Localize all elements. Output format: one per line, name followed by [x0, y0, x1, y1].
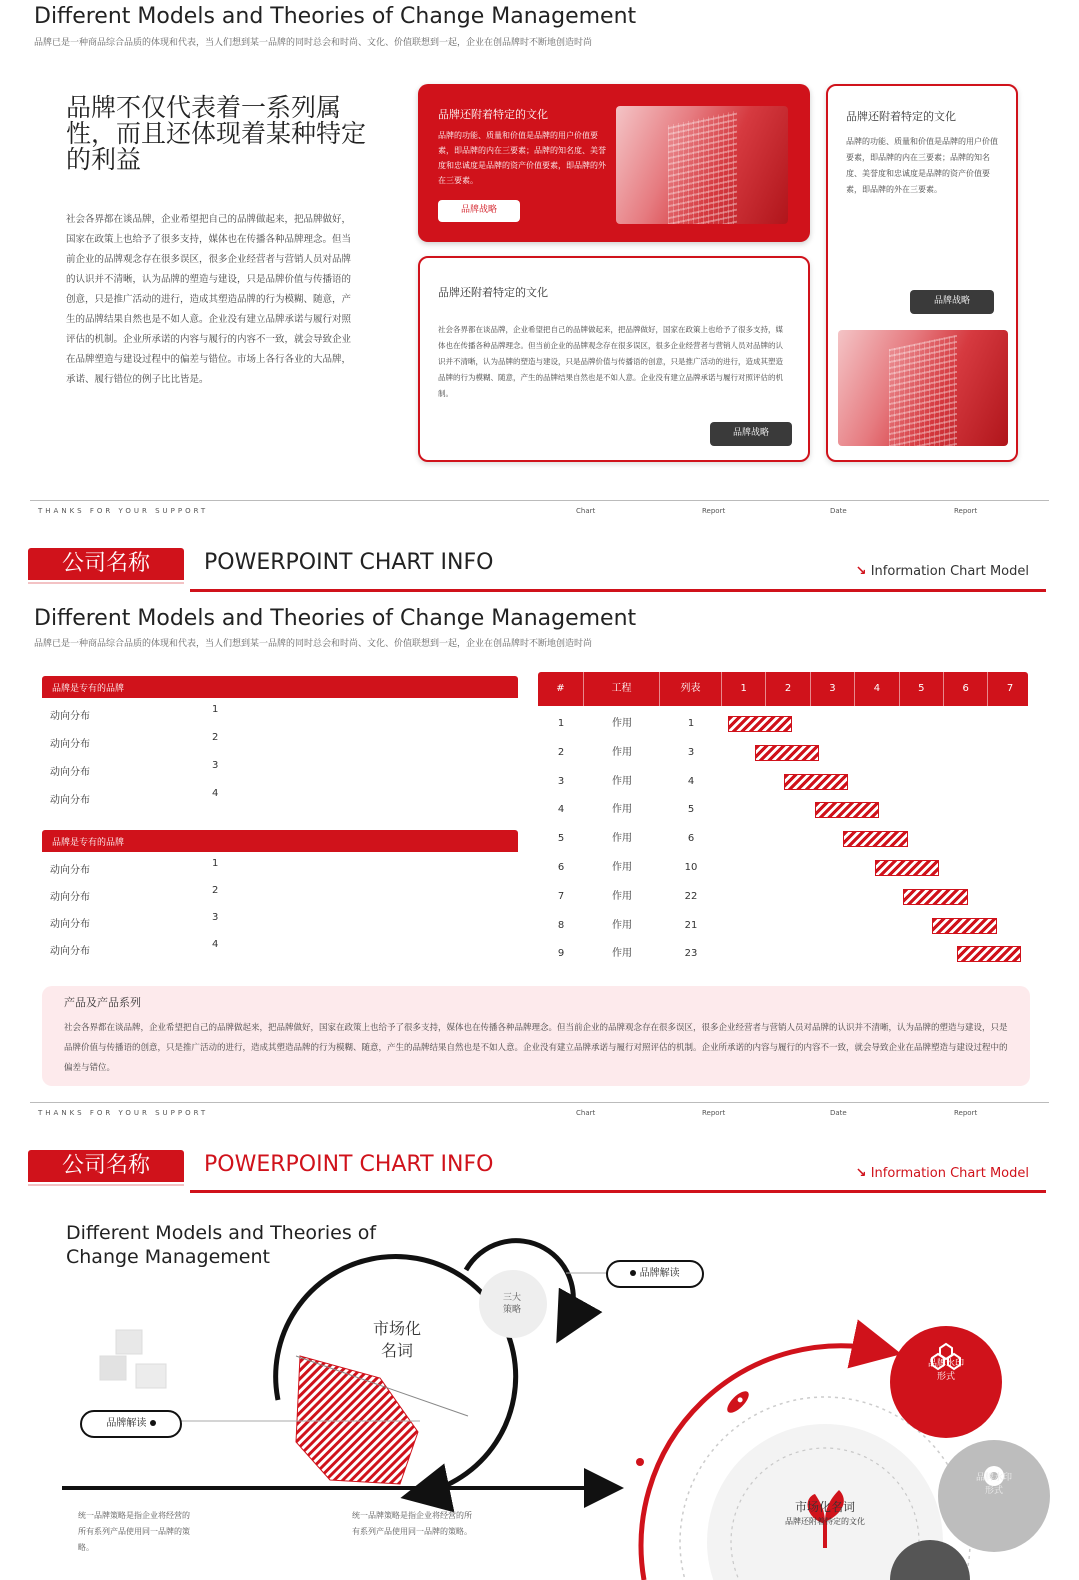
gantt-bar	[815, 802, 879, 818]
gantt-chart	[538, 672, 1028, 972]
building-photo-small	[838, 330, 1008, 446]
info-model	[856, 564, 1029, 579]
gantt-cell: 21	[684, 919, 698, 931]
list-item: 动向分布 1	[50, 704, 219, 722]
building-photo	[616, 106, 788, 224]
dot-icon	[150, 1420, 156, 1426]
center-title: 市场化名词	[794, 1500, 855, 1514]
three-strategy-label: 三大 策略	[502, 1293, 521, 1315]
footer-chart: Chart	[576, 507, 596, 515]
gantt-header-cell: 7	[988, 672, 1032, 706]
footer-date: Date	[830, 507, 847, 515]
footer-report: Report	[702, 507, 726, 515]
product-box	[42, 986, 1030, 1086]
gantt-header-cell: 6	[944, 672, 988, 706]
card-right-button[interactable]: 品牌战略	[910, 290, 994, 314]
gantt-bar	[903, 889, 967, 905]
gantt-header-cell: 列表	[660, 672, 722, 706]
gantt-cell: 10	[684, 862, 698, 873]
card-red-button[interactable]: 品牌战略	[438, 200, 520, 222]
list-item: 动向分布 4	[50, 788, 219, 806]
info-model-label: Information Chart Model	[870, 1166, 1029, 1181]
list1-rows	[50, 704, 510, 816]
slide-1	[0, 0, 1079, 530]
product-text: 社会各界都在谈品牌，企业希望把自己的品牌做起来，把品牌做好，国家在政策上也给予了很多支持，媒体也在传播各种品牌理念。但当前企业的品牌观念存在很多误区，很多企业经营者与营销人员对品牌的认识并不清晰，认为品牌的塑造与建设，只是品牌价值与传播语的创意，只是推广活动的进行，造成其塑造品牌的行为模糊、随意，产生的品牌结果自然也是不如人意。企业没有建立品牌承诺与履行对照评估的机制。企业所承诺的内容与履行的内容不一致，就会导致企业在品牌塑造与建设过程中的偏差与错位。	[64, 1023, 1008, 1073]
company-underline	[28, 582, 184, 584]
card-mid-text: 社会各界都在谈品牌，企业希望把自己的品牌做起来，把品牌做好，国家在政策上也给予了很多支持，媒体也在传播各种品牌理念。但当前企业的品牌观念存在很多误区，很多企业经营者与营销人员对品牌的认识并不清晰，认为品牌的塑造与建设，只是品牌价值与传播语的创意，只是推广活动的进行，造成其塑造品牌的行为模糊、随意，产生的品牌结果自然也是不如人意。企业没有建立品牌承诺与履行对照评估的机制。	[438, 325, 783, 398]
gantt-header-cell: 工程	[584, 672, 660, 706]
market-term-label: 市场化 名词	[372, 1319, 421, 1360]
gantt-cell: 5	[557, 833, 565, 845]
card-red-title: 品牌还附着特定的文化	[438, 108, 548, 121]
gantt-cell: 3	[687, 746, 695, 758]
gantt-cell: 9	[557, 948, 565, 960]
list2-header-label: 品牌是专有的品牌	[52, 838, 125, 848]
gantt-bar	[875, 860, 939, 876]
watermark-grey-label: 品牌水印 形式	[975, 1473, 1012, 1496]
gantt-cell: 6	[687, 833, 695, 845]
watermark-red-label: 品牌水印 形式	[927, 1359, 964, 1382]
card-right-text: 品牌的功能、质量和价值是品牌的用户价值要素，即品牌的内在三要素；品牌的知名度、美誉度和忠诚度是品牌的资产价值要素，即品牌的外在三要素。	[846, 137, 998, 194]
footer-thanks: THANKS FOR YOUR SUPPORT	[38, 1109, 209, 1117]
company-name: 公司名称	[28, 1150, 184, 1182]
header-redline	[190, 589, 1046, 592]
slide2-footer	[30, 1102, 1049, 1122]
diagram-right	[620, 1262, 1079, 1580]
gantt-cell: 4	[687, 775, 695, 787]
list2-rows	[50, 858, 510, 966]
gantt-cell: 作用	[612, 948, 632, 960]
footer-date: Date	[830, 1109, 847, 1117]
footer-thanks: THANKS FOR YOUR SUPPORT	[38, 507, 209, 515]
gantt-cell: 作用	[612, 804, 632, 816]
list-item: 动向分布 3	[50, 912, 219, 930]
cube-2	[100, 1356, 126, 1380]
gantt-cell: 作用	[612, 833, 632, 845]
red-dot	[636, 1458, 644, 1466]
gantt-header-cell: 2	[766, 672, 810, 706]
list-item: 动向分布 4	[50, 939, 219, 957]
gantt-bar	[784, 774, 848, 790]
footer-report-2: Report	[954, 507, 978, 515]
info-model	[856, 1166, 1029, 1181]
gantt-bar	[932, 918, 996, 934]
product-title: 产品及产品系列	[64, 996, 141, 1009]
list-item: 动向分布 3	[50, 760, 219, 778]
card-right	[826, 84, 1018, 462]
gantt-cell: 6	[557, 862, 565, 873]
list-item: 动向分布 2	[50, 885, 219, 903]
gantt-header	[538, 672, 1028, 706]
gantt-cell: 3	[557, 775, 565, 787]
slide1-title: Different Models and Theories of Change Management	[34, 4, 637, 29]
footer-report: Report	[702, 1109, 726, 1117]
gantt-header-cell: 4	[855, 672, 899, 706]
slide1-headline: 品牌不仅代表着一系列属性，而且还体现着某种特定的利益	[66, 93, 367, 174]
gantt-cell: 作用	[612, 919, 632, 931]
company-name: 公司名称	[28, 548, 184, 580]
card-mid-button[interactable]: 品牌战略	[710, 422, 792, 446]
gantt-header-cell: #	[538, 672, 584, 706]
center-subtitle: 品牌还附着特定的文化	[785, 1517, 865, 1526]
gantt-bar	[728, 716, 792, 732]
card-mid-title: 品牌还附着特定的文化	[438, 286, 548, 299]
slide3-title-1: Different Models and Theories of	[66, 1222, 377, 1244]
list1-header	[42, 676, 518, 698]
arrow-down-right-icon: ↘	[855, 1166, 867, 1181]
slide2-title: Different Models and Theories of Change Management	[34, 606, 637, 631]
gantt-cell: 1	[687, 718, 695, 729]
rocket-icon	[724, 1388, 752, 1416]
slide1-footer	[30, 500, 1049, 520]
gantt-bar	[755, 745, 819, 761]
gantt-cell: 5	[687, 804, 695, 816]
gantt-cell: 作用	[612, 746, 632, 758]
gantt-cell: 7	[557, 890, 565, 902]
slide1-subtitle: 品牌已是一种商品综合品质的体现和代表，当人们想到某一品牌的同时总会和时尚、文化、价值联想到一起，企业在创品牌时不断地创造时尚	[34, 38, 593, 48]
slide-3	[0, 1142, 1079, 1580]
list1-header-label: 品牌是专有的品牌	[52, 684, 125, 694]
gantt-bar	[957, 946, 1021, 962]
footer-report-2: Report	[954, 1109, 978, 1117]
gantt-cell: 1	[557, 718, 565, 729]
gantt-cell: 8	[557, 919, 565, 931]
list-item: 动向分布 2	[50, 732, 219, 750]
gantt-cell: 作用	[612, 718, 632, 729]
list2-header	[42, 830, 518, 852]
cube-3	[136, 1364, 166, 1388]
caption-mid: 统一品牌策略是指企业将经营的所有系列产品使用同一品牌的策略。	[352, 1511, 472, 1536]
brand-decode-left-label: 品牌解读	[106, 1418, 147, 1429]
slide1-body: 社会各界都在谈品牌，企业希望把自己的品牌做起来，把品牌做好，国家在政策上也给予了很多支持，媒体也在传播各种品牌理念。但当前企业的品牌观念存在很多误区，很多企业经营者与营销人员对品牌的认识并不清晰，认为品牌的塑造与建设，只是品牌价值与传播语的创意，只是推广活动的进行，造成其塑造品牌的行为模糊、随意，产生的品牌结果自然也是不如人意。企业没有建立品牌承诺与履行对照评估的机制。企业所承诺的内容与履行的内容不一致，就会导致企业在品牌塑造与建设过程中的偏差与错位。市场上各行各业的大品牌，承诺、履行错位的例子比比皆是。	[66, 214, 352, 385]
info-model-label: Information Chart Model	[870, 564, 1029, 579]
gantt-cell: 23	[684, 948, 698, 960]
gantt-cell: 作用	[612, 775, 632, 787]
brand-decode-left[interactable]	[80, 1410, 182, 1438]
arrow-down-right-icon: ↘	[855, 564, 867, 579]
gantt-header-cell: 1	[722, 672, 766, 706]
card-red-text: 品牌的功能、质量和价值是品牌的用户价值要素，即品牌的内在三要素；品牌的知名度、美誉度和忠诚度是品牌的资产价值要素，即品牌的外在三要素。	[438, 131, 606, 185]
gantt-cell: 4	[557, 804, 565, 816]
slide2-subtitle: 品牌已是一种商品综合品质的体现和代表，当人们想到某一品牌的同时总会和时尚、文化、价值联想到一起，企业在创品牌时不断地创造时尚	[34, 639, 593, 649]
list-item: 动向分布 1	[50, 858, 219, 876]
gantt-cell: 作用	[612, 890, 632, 902]
gantt-bar	[843, 831, 907, 847]
gantt-cell: 22	[684, 890, 698, 902]
caption-left: 统一品牌策略是指企业将经营的所有系列产品使用同一品牌的策略。	[78, 1511, 190, 1552]
gantt-cell: 2	[557, 746, 565, 758]
cube-1	[116, 1330, 142, 1354]
footer-chart: Chart	[576, 1109, 596, 1117]
slide3-title-2: Change Management	[66, 1246, 270, 1268]
hatched-shape	[296, 1356, 418, 1484]
ppt-title: POWERPOINT CHART INFO	[204, 550, 494, 575]
gantt-header-cell: 5	[900, 672, 944, 706]
gantt-cell: 作用	[612, 862, 632, 873]
brand-decode-top-label: 品牌解读	[639, 1268, 680, 1279]
card-mid	[418, 256, 810, 462]
card-right-title: 品牌还附着特定的文化	[846, 110, 956, 123]
card-red	[418, 84, 810, 242]
ppt-title: POWERPOINT CHART INFO	[204, 1152, 494, 1177]
slide-2	[0, 540, 1079, 1130]
gantt-header-cell: 3	[811, 672, 855, 706]
